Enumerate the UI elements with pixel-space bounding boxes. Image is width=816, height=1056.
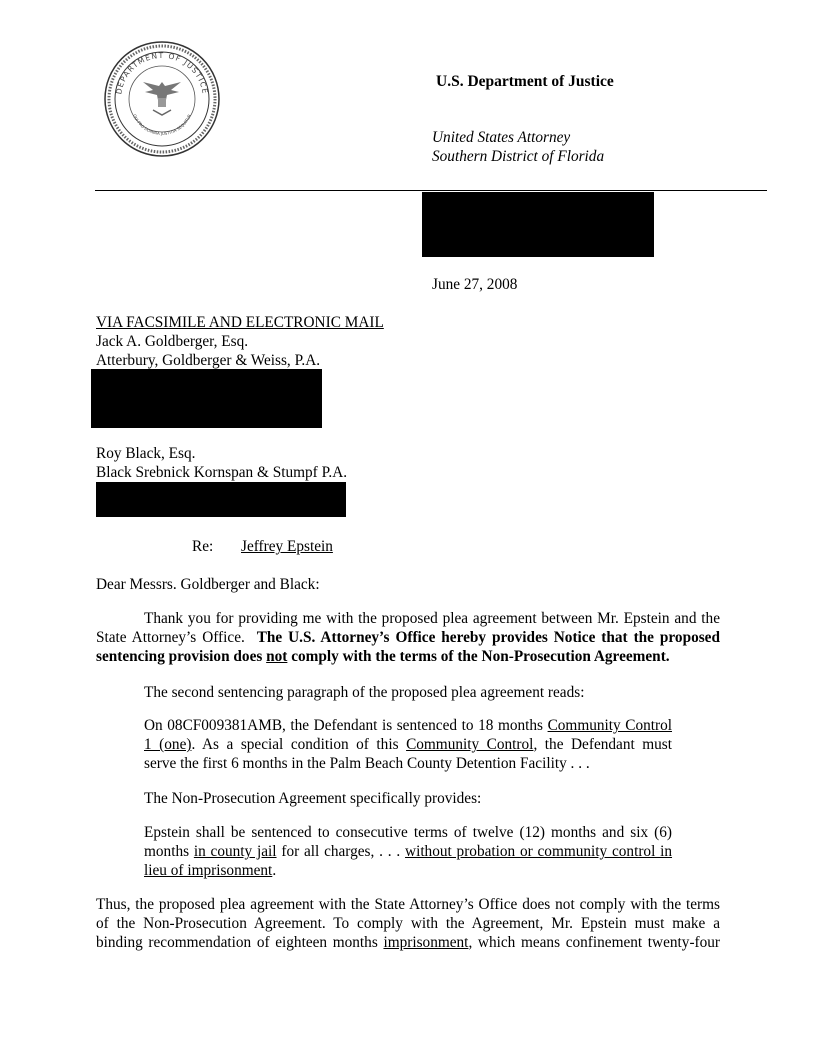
quote-line: months in county jail for all charges, . . . without probation or community control in	[144, 843, 673, 860]
quote-npa	[144, 823, 672, 880]
redaction-block	[96, 482, 346, 517]
svg-text:DEPARTMENT OF JUSTICE: DEPARTMENT OF JUSTICE	[114, 50, 210, 96]
paragraph-intro-quote1: The second sentencing paragraph of the proposed plea agreement reads:	[144, 684, 585, 701]
letterhead-office-line1: United States Attorney	[432, 129, 571, 146]
doj-seal	[103, 40, 221, 158]
quote-line: serve the first 6 months in the Palm Beach County Detention Facility . . .	[144, 755, 590, 772]
re-label: Re:	[192, 538, 214, 555]
quote-line: On 08CF009381AMB, the Defendant is sentenced to 18 months Community Control	[144, 717, 672, 734]
re-subject: Jeffrey Epstein	[241, 538, 333, 555]
quote-line: Epstein shall be sentenced to consecutive terms of twelve (12) months and six (6)	[144, 824, 672, 841]
quote-line: lieu of imprisonment.	[144, 862, 277, 879]
svg-text:QUI PRO DOMINA JUSTITIA SEQUIT: QUI PRO DOMINA JUSTITIA SEQUITUR	[132, 113, 192, 137]
salutation: Dear Messrs. Goldberger and Black:	[96, 576, 320, 593]
recipient1-firm: Atterbury, Goldberger & Weiss, P.A.	[96, 352, 321, 369]
paragraph-line: of the Non-Prosecution Agreement. To comply with the Agreement, Mr. Epstein must make a	[96, 915, 720, 932]
letterhead-agency: U.S. Department of Justice	[436, 73, 614, 90]
letterhead-rule	[95, 190, 767, 191]
paragraph-line: binding recommendation of eighteen months imprisonment, which means confinement twenty-four	[96, 934, 721, 951]
recipient2-firm: Black Srebnick Kornspan & Stumpf P.A.	[96, 464, 348, 481]
paragraph-line: Thus, the proposed plea agreement with the State Attorney’s Office does not comply with the terms	[96, 896, 720, 913]
quote-line: 1 (one). As a special condition of this Community Control, the Defendant must	[144, 736, 672, 753]
paragraph-intro-quote2: The Non-Prosecution Agreement specifically provides:	[144, 790, 482, 807]
delivery-method: VIA FACSIMILE AND ELECTRONIC MAIL	[96, 314, 384, 331]
paragraph-line: State Attorney’s Office. The U.S. Attorney’s Office hereby provides Notice that the proposed	[96, 629, 720, 646]
paragraph-notice	[96, 609, 720, 666]
letter-date: June 27, 2008	[432, 276, 518, 293]
redaction-block	[91, 369, 322, 428]
paragraph-conclusion	[96, 895, 720, 952]
paragraph-line: Thank you for providing me with the proposed plea agreement between Mr. Epstein and the	[144, 610, 720, 627]
redaction-block	[422, 192, 654, 257]
letterhead-office-line2: Southern District of Florida	[432, 148, 605, 165]
recipient1-name: Jack A. Goldberger, Esq.	[96, 333, 249, 350]
paragraph-line: sentencing provision does not comply with the terms of the Non-Prosecution Agreement.	[96, 648, 670, 665]
recipient2-name: Roy Black, Esq.	[96, 445, 196, 462]
quote-plea-agreement	[144, 716, 672, 773]
seal-emblem-icon	[103, 40, 221, 158]
